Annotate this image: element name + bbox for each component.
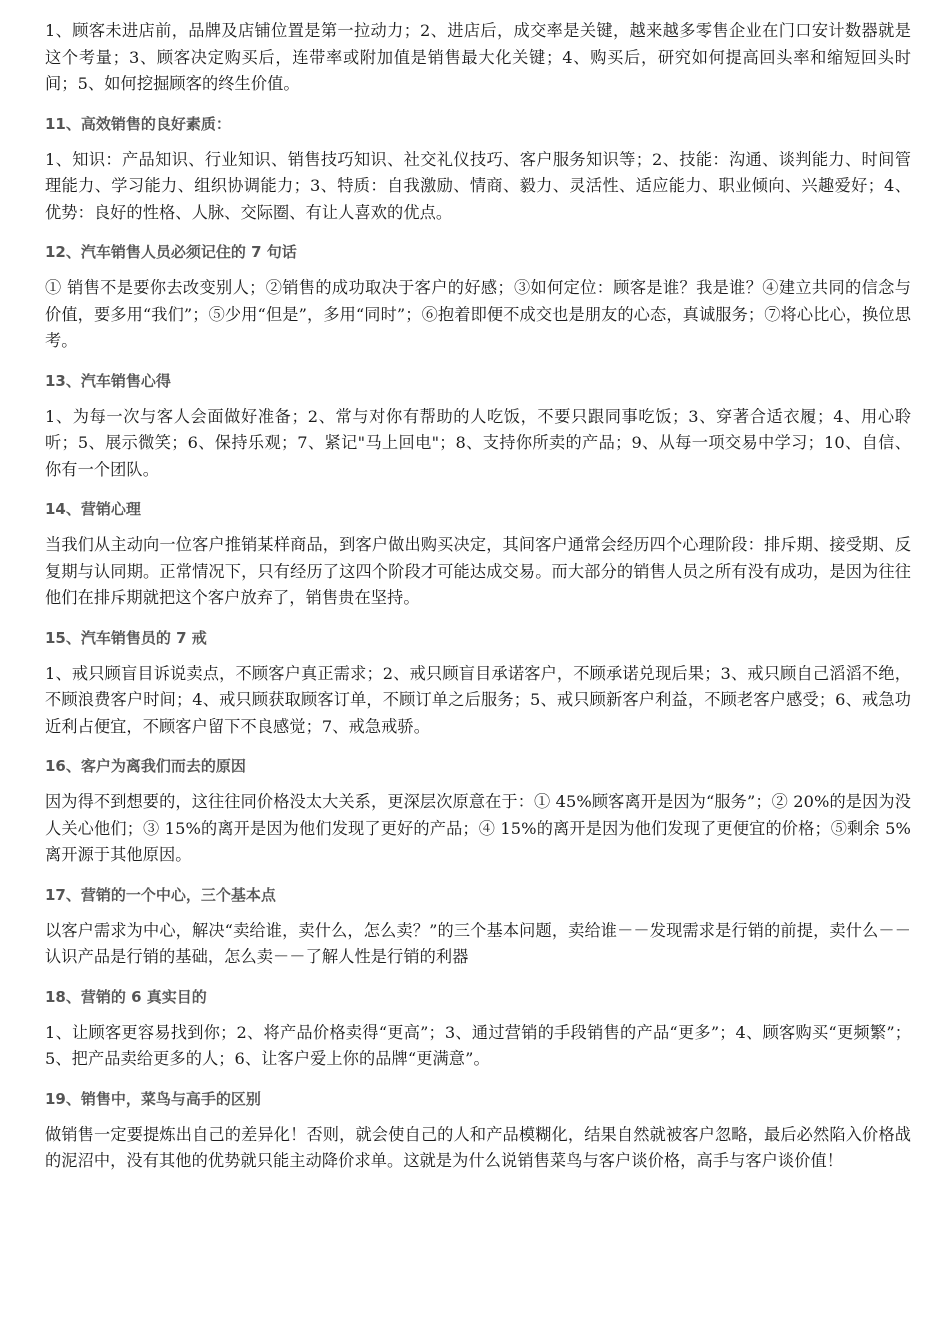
section-12 [45, 240, 911, 369]
section-heading: 14、营销心理 [45, 500, 141, 518]
section-body: 1、戒只顾盲目诉说卖点，不顾客户真正需求；2、戒只顾盲目承诺客户，不顾承诺兑现后果；3、戒只顾自己滔滔不绝，不顾浪费客户时间；4、戒只顾获取顾客订单，不顾订单之后服务；5、戒只顾新客户利益，不顾老客户感受；6、戒急功近利占便宜，不顾客户留下不良感觉；7、戒急戒骄。 [45, 663, 911, 736]
section-19 [45, 1087, 911, 1175]
section-body: 因为得不到想要的，这往往同价格没太大关系，更深层次原意在于：① 45%顾客离开是因为“服务”；② 20%的是因为没人关心他们；③ 15%的离开是因为他们发现了更好的产品；④ 15%的离开是因为他们发现了更便宜的价格；⑤剩余 5%离开源于其他原因。 [45, 792, 911, 864]
section-heading: 19、销售中，菜鸟与高手的区别 [45, 1089, 261, 1108]
section-14 [45, 497, 911, 626]
section-heading: 13、汽车销售心得 [45, 371, 171, 390]
section-15 [45, 626, 911, 755]
section-heading: 12、汽车销售人员必须记住的 7 句话 [45, 243, 297, 261]
section-18 [45, 985, 911, 1087]
document-page [45, 18, 911, 1175]
section-heading: 17、营销的一个中心，三个基本点 [45, 885, 276, 904]
section-body: 1、让顾客更容易找到你；2、将产品价格卖得“更高”；3、通过营销的手段销售的产品“更多”；4、顾客购买“更频繁”；5、把产品卖给更多的人；6、让客户爱上你的品牌“更满意”。 [45, 1022, 911, 1068]
section-13 [45, 369, 911, 498]
section-body: 1、为每一次与客人会面做好准备；2、常与对你有帮助的人吃饭，不要只跟同事吃饭；3、穿著合适衣履；4、用心聆听；5、展示微笑；6、保持乐观；7、紧记"马上回电"；8、支持你所卖的产品；9、从每一项交易中学习；10、自信、你有一个团队。 [45, 406, 911, 479]
section-16 [45, 754, 911, 883]
section-heading: 11、高效销售的良好素质： [45, 114, 231, 133]
section-body: ① 销售不是要你去改变别人；②销售的成功取决于客户的好感；③如何定位：顾客是谁？我是谁？④建立共同的信念与价值，要多用“我们”；⑤少用“但是”，多用“同时”；⑥抱着即便不成交也是朋友的心态，真诚服务；⑦将心比心，换位思考。 [45, 278, 911, 350]
section-body: 做销售一定要提炼出自己的差异化！否则，就会使自己的人和产品模糊化，结果自然就被客户忽略，最后必然陷入价格战的泥沼中，没有其他的优势就只能主动降价求单。这就是为什么说销售菜鸟与客户谈价格，高手与客户谈价值！ [45, 1124, 911, 1170]
section-body: 以客户需求为中心，解决“卖给谁，卖什么，怎么卖？”的三个基本问题，卖给谁－－发现需求是行销的前提，卖什么－－认识产品是行销的基础，怎么卖－－了解人性是行销的利器 [45, 920, 911, 966]
section-heading: 15、汽车销售员的 7 戒 [45, 628, 207, 647]
section-heading: 18、营销的 6 真实目的 [45, 987, 207, 1006]
section-body: 1、知识：产品知识、行业知识、销售技巧知识、社交礼仪技巧、客户服务知识等；2、技能：沟通、谈判能力、时间管理能力、学习能力、组织协调能力；3、特质：自我激励、情商、毅力、灵活性、适应能力、职业倾向、兴趣爱好；4、优势：良好的性格、人脉、交际圈、有让人喜欢的优点。 [45, 149, 911, 222]
section-body: 当我们从主动向一位客户推销某样商品，到客户做出购买决定，其间客户通常会经历四个心理阶段：排斥期、接受期、反复期与认同期。正常情况下，只有经历了这四个阶段才可能达成交易。而大部分的销售人员之所有没有成功，是因为往往他们在排斥期就把这个客户放弃了，销售贵在坚持。 [45, 535, 911, 607]
intro-paragraph: 1、顾客未进店前，品牌及店铺位置是第一拉动力；2、进店后，成交率是关键，越来越多零售企业在门口安计数器就是这个考量；3、顾客决定购买后，连带率或附加值是销售最大化关键；4、购买后，研究如何提高回头率和缩短回头时间；5、如何挖掘顾客的终生价值。 [45, 21, 911, 93]
section-17 [45, 883, 911, 985]
section-heading: 16、客户为离我们而去的原因 [45, 757, 246, 775]
section-11 [45, 112, 911, 241]
